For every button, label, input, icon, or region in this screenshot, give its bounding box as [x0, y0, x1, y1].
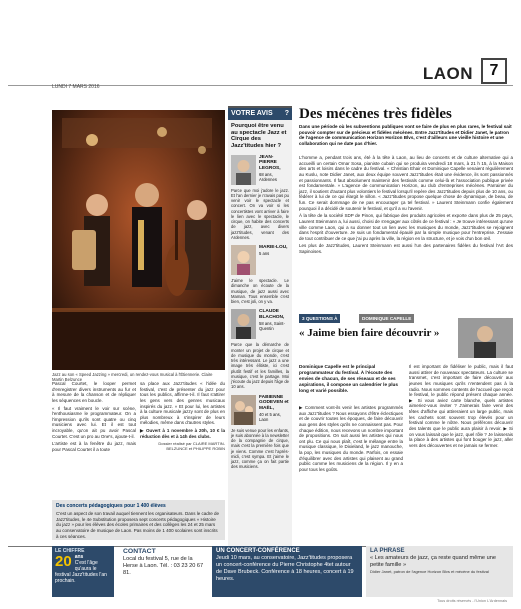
issue-date: LUNDI 7 MARS 2016: [52, 84, 100, 90]
info-line: ▶ Ouvert à 1 novembre à 20h, 10 € la réduction dès et à 14h des clubs.: [140, 428, 225, 439]
paragraph: Pascal Courtet, le looper permet d'enregistrer divers instruments au fur et à mesure de la chanson et de répliquer les séquences en boucle.: [52, 381, 136, 403]
concert-conference-title: UN CONCERT-CONFÉRENCE: [216, 548, 300, 554]
respondent: [228, 153, 292, 187]
la-phrase-source: Didier Janet, patron de l'agence Horizon Blvs et mécène du festival: [370, 569, 489, 575]
la-phrase-title: LA PHRASE: [370, 548, 405, 554]
interviewee-photo: [458, 318, 513, 358]
concert-conference-box: [212, 546, 362, 597]
votre-avis-question: Pourquoi être venu au spectacle Jazz et Cirque des Jazz'titudes hier ?: [231, 123, 287, 149]
interview-intro: Dominique Capelle est le principal programmateur du festival. À l'écoute des envies de chacun, de ses réseaux et de ses aspirations, il compose un calendrier le plus long et varié possible.: [299, 364, 398, 393]
interview-column-2: [409, 364, 513, 450]
article-body: [299, 155, 513, 257]
section-title: LAON: [422, 64, 473, 83]
respondent-answer: Parce que moi j'adore le jazz. Et l'an dernier je n'avais pas pu venir voir le spectacle et concert. On va voir si les concertistes vont arriver à faire le lien avec le spectacle, le cirque, on habite des concerts de jazz, avec divers jazz'titudes, venant des Ardennes.: [231, 187, 289, 240]
interview-column-1: [299, 405, 403, 475]
question-mark: ?: [284, 110, 289, 117]
contact-text: Local du festival 5, rue de la Herse à Laon. Tél. : 03 23 20 67 81.: [123, 556, 204, 576]
la-phrase-box: [366, 546, 513, 597]
contact-title: CONTACT: [123, 548, 156, 555]
paragraph: sa place aux Jazz'titudes « l'idée du festival, c'est de présenter du jazz pour tous les publics, affirme-t-il. Il faut s'attirer les gens vers des genres musicaux inspirés du jazz. » Et pour lui, les artistes à la culture musicale jazzy sont de plus en plus nombreux à s'inspirer de leurs mélodies, même dans d'autres styles.: [140, 381, 225, 426]
contact-box: [120, 546, 208, 597]
interviewee-badge: DOMINIQUE CAPELLE: [359, 314, 414, 323]
paragraph: À la tête de la société SDP de Pinon, qui fabrique des produits agricoles et exporte dans plus de 25 pays, Laurent Steinmann a, lui aussi, choisi de s'engager aux côtés de ce festival : « Je trouve intéressant qu'une ville comme Laon, qui a su donner tout un lien avec les musiques du monde, Jazz'titudes se rejoignent dans l'esprit d'ouverture. Je suis un fondamental épaulé par la simple musique pour l'entreprise. J'essaie de tout contribuer de ce que j'ai pu après la ville, la région en la structure, et je vois d'un bon œil.: [299, 213, 513, 241]
concert-conference-text: Jeudi 10 mars, au conservatoire, Jazz'titudes proposera un concert-conférence du Pierre Christophe 4tet autour de Dave Brubeck. Conférence à 18 heures, concert à 19 heures.: [216, 555, 354, 582]
respondent-photo: [231, 245, 256, 275]
respondent-name: FABIENNE GODEVEN et MAËL, 40 et 5 ans, Laon: [259, 394, 289, 422]
le-chiffre-number: 20: [55, 553, 72, 570]
respondent-photo: [231, 395, 256, 425]
paragraph: Il est important de fidéliser le public, mais il faut aussi attirer de nouveaux spectateurs. La culture se transmet, c'est important de faire découvrir aux jeunes les musiques qu'ils n'entendent pas à la radio. Nous sommes contents de l'accueil que reçoit le festival, le public répond présent chaque année. ▶ Si vous aviez carte blanche, quels artistes aimeriez-vous inviter ? J'aimerais faire venir des têtes d'affiche qui attireraient un large public, mais les cachets sont souvent trop élevés pour un festival comme le nôtre. Nous préférons découvrir des talents que le public aura plaisir à revoir. ▶ Si on vous laissait que le jazz, quel rôle ? Je laisserais la place à des artistes qui font bouger le jazz, aller vers des découvertes et ne jamais se fermer.: [409, 364, 513, 448]
respondent-name: MARIE-LOU, 5 ans: [259, 245, 288, 256]
votre-avis-header: [228, 108, 292, 120]
le-chiffre-label: LE CHIFFRE: [55, 548, 85, 554]
paragraph: « Il faut vraiment le voir sur scène, l'enthousiasme le programmateur. On a l'impression qu'ils sont quatre ou cinq musiciens avec lui. Et il est tout incroyable, qu'on ait pu avoir Pascal Courtet. C'est un pro au One's, ajoute-t-il.: [52, 405, 136, 439]
le-chiffre-box: [52, 546, 114, 597]
paragraph: L'homme a, pendant trois ans, été à la tête à Laon, au lieu de concerts et de culture alternative qui a accueilli un certain Omar Sosa, pianiste cubain qui se produira vendredi 18 mars, à 21 h 15, à la Maison des arts et loisirs dans le cadre du festival. « Christian Ehair et Dominique Capelle venaient régulièrement au Kuslu, note Didier Janet, aux deux équipe souvent Jazz'titudes était une évidence, ils sont passionnés et passionnants. Il faut absolument maintenir des festivals comme celui-là et l'association publique privée est fondamentale. » L'agence de communication Horizon, au club d'entreprises mécènes. Parrainer du jazz, il soutient d'autant plus volontiers le festival lorsqu'il repère des Jazz'titudes depuis plus de 10 ans, ou fédérer à lui de ce qui élargit le sillon. « Jazz'titudes propose quelque chose de dynamique, de beau, de fun. Ce serait dommage de ne pas encourager ça tel festival. » Laurent Steinmann confie également pourquoi il a décidé de soutenir le festival, et qu'il a vu l'avenir.: [299, 155, 513, 211]
article-headline: Des mécènes très fidèles: [299, 106, 452, 122]
concert-photo: [52, 110, 225, 370]
respondent-photo: [231, 155, 256, 185]
respondent-photo: [231, 309, 256, 339]
paragraph: L'artiste est à la fenêtre du jazz, mais pour Pascal Courtet il a toute: [52, 441, 136, 452]
lower-mid-column: [140, 381, 225, 453]
page-number: 7: [481, 58, 507, 84]
respondent-answer: J'aime le spectacle. Le dimanche on écoute de la musique, de jazz aussi avec Maman. Tous ensemble c'est bien, c'est joli, on y va.: [231, 278, 289, 305]
paragraph: Les plus de Jazz'titudes, Laurent Steinmann est aussi l'un des partenaires fidèles du festival l'Art des Sapinoises.: [299, 243, 513, 254]
respondent: [228, 307, 292, 341]
respondent: [228, 393, 292, 427]
votre-avis-label: VOTRE AVIS: [231, 110, 273, 117]
paragraph: ▶ Comment vont-ils venir les artistes programmés aux Jazz'titudes ? Nous essayons d'être éclectiques et de couvrir toutes les époques, de faire découvrir aux gens des styles qu'ils ne connaissent pas. Pour chaque édition, nous recevons un nombre important de propositions. On suit aussi les artistes qui nous ont plu. Ce qui nous plaît, c'est le mélange entre la musique classique, le Dixieland, le jazz manouche, la pop, les musiques du monde. Parfois, on essaie d'équilibrer avec des artistes qui plaisent au grand public comme les musiciens de la région. Il y en a pour tous les goûts.: [299, 405, 403, 472]
interview-headline: « Jaime bien faire découvrir »: [299, 327, 440, 339]
votre-avis-sidebar: [228, 106, 292, 551]
respondent-answer: Parce que la démarche de monter un projet de cirque et de musique du monde, c'est très intéressant. Le jazz a une image très élitiste, ici c'est plutôt festif et les familles, la musique, c'est le partage. Moi j'écoute du jazz depuis l'âge de 10 ans.: [231, 342, 289, 390]
concerts-box: [52, 500, 225, 540]
questions-badge: 3 QUESTIONS À: [299, 314, 340, 323]
concert-photo-illustration: [52, 110, 225, 370]
le-chiffre-text: C'est l'âge qu'aura le festival Jazz'titudes l'an prochain.: [55, 560, 107, 584]
lower-left-column: [52, 381, 136, 455]
la-phrase-quote: « Les amateurs de jazz, ça reste quand même une petite famille »: [370, 555, 496, 568]
respondent-name: JEAN-PIERRE LEGROS, 68 ans, Ardennes: [259, 154, 281, 182]
signature: Dossier réalisé par CLAIRE MARTIN-BELZUNCE et PHILIPPE ROBIN: [158, 441, 225, 452]
photo-caption: Jazz au son « Speed Jazzing » mercredi, un rendez-vous musical à l'Étiennerie. Claire Martin Belzunce: [52, 372, 213, 383]
respondent-answer: Je suis venue pour les enfants, je suis abonnée à la newsletter de la compagnie de cirque, mais c'est la première fois que je viens. Comme c'est l'après-midi, c'est sympa. Et j'aime le jazz, comme ça on fait partie des musiciens.: [231, 427, 289, 470]
respondent: [228, 243, 292, 277]
concerts-text: C'est un aspect de son travail auquel tiennent les organisateurs. Dans le cadre de Jazz'titudes, le 4e Substitution proposera sept concerts pédagogiques « Histoire du jazz » pour les élèves des écoles primaires et des collèges les 24 et 25 mars au conservatoire de musique de Laon. Pas moins de 1 400 scolaires sont inscrits à ces séances.: [56, 511, 219, 539]
article-lede: Dans une période où les subventions publiques vont se faire de plus en plus rares, le festival sait pouvoir compter sur de précieux et fidèles mécènes. Entre Jazz'titudes et Didier Janet, le patron de l'agence de communication Horizon Horizon Blvs, c'est d'ailleurs une vieille histoire et une collaboration qui ne date pas d'hier.: [299, 124, 512, 147]
copyright-credit: Tous droits réservés - l'Union L'Ardennais: [437, 599, 507, 603]
respondent-name: CLAUDE BLACHON, 58 ans, Saint-Quentin: [259, 309, 285, 331]
concerts-title: Des concerts pédagogiques pour 1 400 élèves: [56, 503, 166, 509]
le-chiffre-unit: ans: [74, 554, 84, 560]
